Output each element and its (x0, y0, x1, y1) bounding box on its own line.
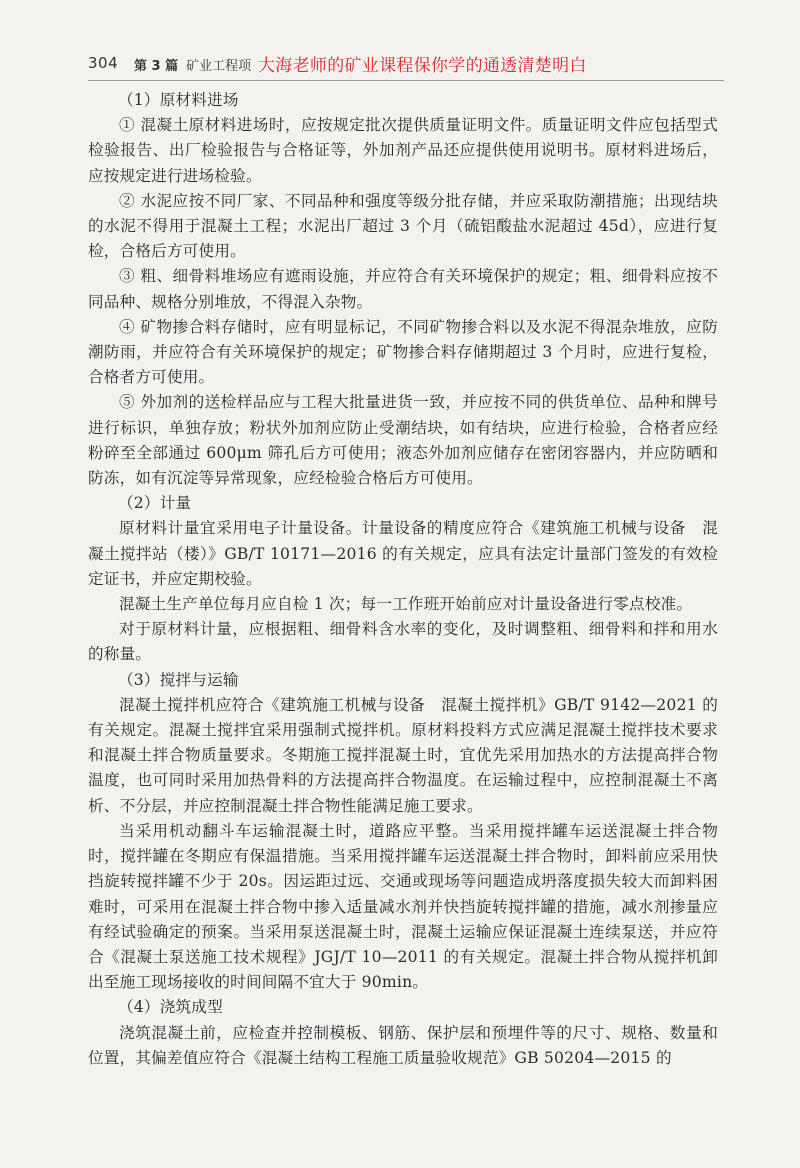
paragraph: ④ 矿物掺合料存储时，应有明显标记，不同矿物掺合料以及水泥不得混杂堆放，应防潮防雨，并应符合有关环境保护的规定；矿物掺合料存储期超过 3 个月时，应进行复检，合格者方可使用。 (88, 317, 718, 387)
paragraph: 对于原材料计量，应根据粗、细骨料含水率的变化，及时调整粗、细骨料和拌和用水的称量。 (88, 620, 718, 664)
chapter-label (134, 55, 251, 74)
page-number: 304 (88, 54, 119, 72)
paragraph: ① 混凝土原材料进场时，应按规定批次提供质量证明文件。质量证明文件应包括型式检验报告、出厂检验报告与合格证等，外加剂产品还应提供使用说明书。原材料进场后，应按规定进行进场检验。 (88, 116, 718, 185)
page-body (88, 88, 718, 1071)
paragraph: 当采用机动翻斗车运输混凝土时，道路应平整。当采用搅拌罐车运送混凝土拌合物时，搅拌罐在冬期应有保温措施。当采用搅拌罐车运送混凝土拌合物时，卸料前应采用快挡旋转搅拌罐不少于 20s。因运距过远、交通或现场等问题造成坍落度损失较大而卸料困难时，可采用在混凝土拌合物中掺入适量减水剂并快挡旋转搅拌罐的措施，减水剂掺量应有经试验确定的预案。当采用泵送混凝土时，混凝土运输应保证混凝土连续泵送，并应符合《混凝土泵送施工技术规程》JGJ/T 10—2011 的有关规定。混凝土拌合物从搅拌机卸出至施工现场接收的时间间隔不宜大于 90min。 (88, 821, 718, 992)
chapter-title: 矿业工程项 (186, 59, 252, 74)
page-header (88, 46, 724, 81)
paragraph: ⑤ 外加剂的送检样品应与工程大批量进货一致，并应按不同的供货单位、品种和牌号进行标识，单独存放；粉状外加剂应防止受潮结块，如有结块，应进行检验，合格者应经粉碎至全部通过 600μm 筛孔后方可使用；液态外加剂应储存在密闭容器内，并应防晒和防冻，如有沉淀等异常现象，应经检验合格后方可使用。 (88, 393, 718, 488)
watermark-text: 大海老师的矿业课程保你学的通透清楚明白 (258, 56, 587, 76)
paragraph: 原材料计量宜采用电子计量设备。计量设备的精度应符合《建筑施工机械与设备 混凝土搅拌站（楼）》GB/T 10171—2016 的有关规定，应具有法定计量部门签发的有效检定证书，并应定期校验。 (88, 519, 718, 588)
section-heading-metering: （2）计量 (118, 494, 192, 513)
paragraph: ② 水泥应按不同厂家、不同品种和强度等级分批存储，并应采取防潮措施；出现结块的水泥不得用于混凝土工程；水泥出厂超过 3 个月（硫铝酸盐水泥超过 45d），应进行复检，合格后方可使用。 (88, 191, 718, 261)
paragraph: 浇筑混凝土前，应检查并控制模板、钢筋、保护层和预埋件等的尺寸、规格、数量和位置，其偏差值应符合《混凝土结构工程施工质量验收规范》GB 50204—2015 的 (88, 1023, 718, 1067)
paragraph: 混凝土搅拌机应符合《建筑施工机械与设备 混凝土搅拌机》GB/T 9142—2021 的有关规定。混凝土搅拌宜采用强制式搅拌机。原材料投料方式应满足混凝土搅拌技术要求和混凝土拌合物质量要求。冬期施工搅拌混凝土时，宜优先采用加热水的方法提高拌合物温度，也可同时采用加热骨料的方法提高拌合物温度。在运输过程中，应控制混凝土不离析、不分层，并应控制混凝土拌合物性能满足施工要求。 (88, 695, 718, 815)
section-heading-materials: （1）原材料进场 (118, 91, 239, 109)
section-heading-mixing: （3）搅拌与运输 (118, 670, 239, 689)
paragraph: ③ 粗、细骨料堆场应有遮雨设施，并应符合有关环境保护的规定；粗、细骨料应按不同品种、规格分别堆放，不得混入杂物。 (88, 267, 718, 311)
part-label: 第 3 篇 (134, 59, 179, 74)
paragraph: 混凝土生产单位每月应自检 1 次；每一工作班开始前应对计量设备进行零点校准。 (119, 595, 693, 614)
section-heading-casting: （4）浇筑成型 (118, 998, 223, 1017)
